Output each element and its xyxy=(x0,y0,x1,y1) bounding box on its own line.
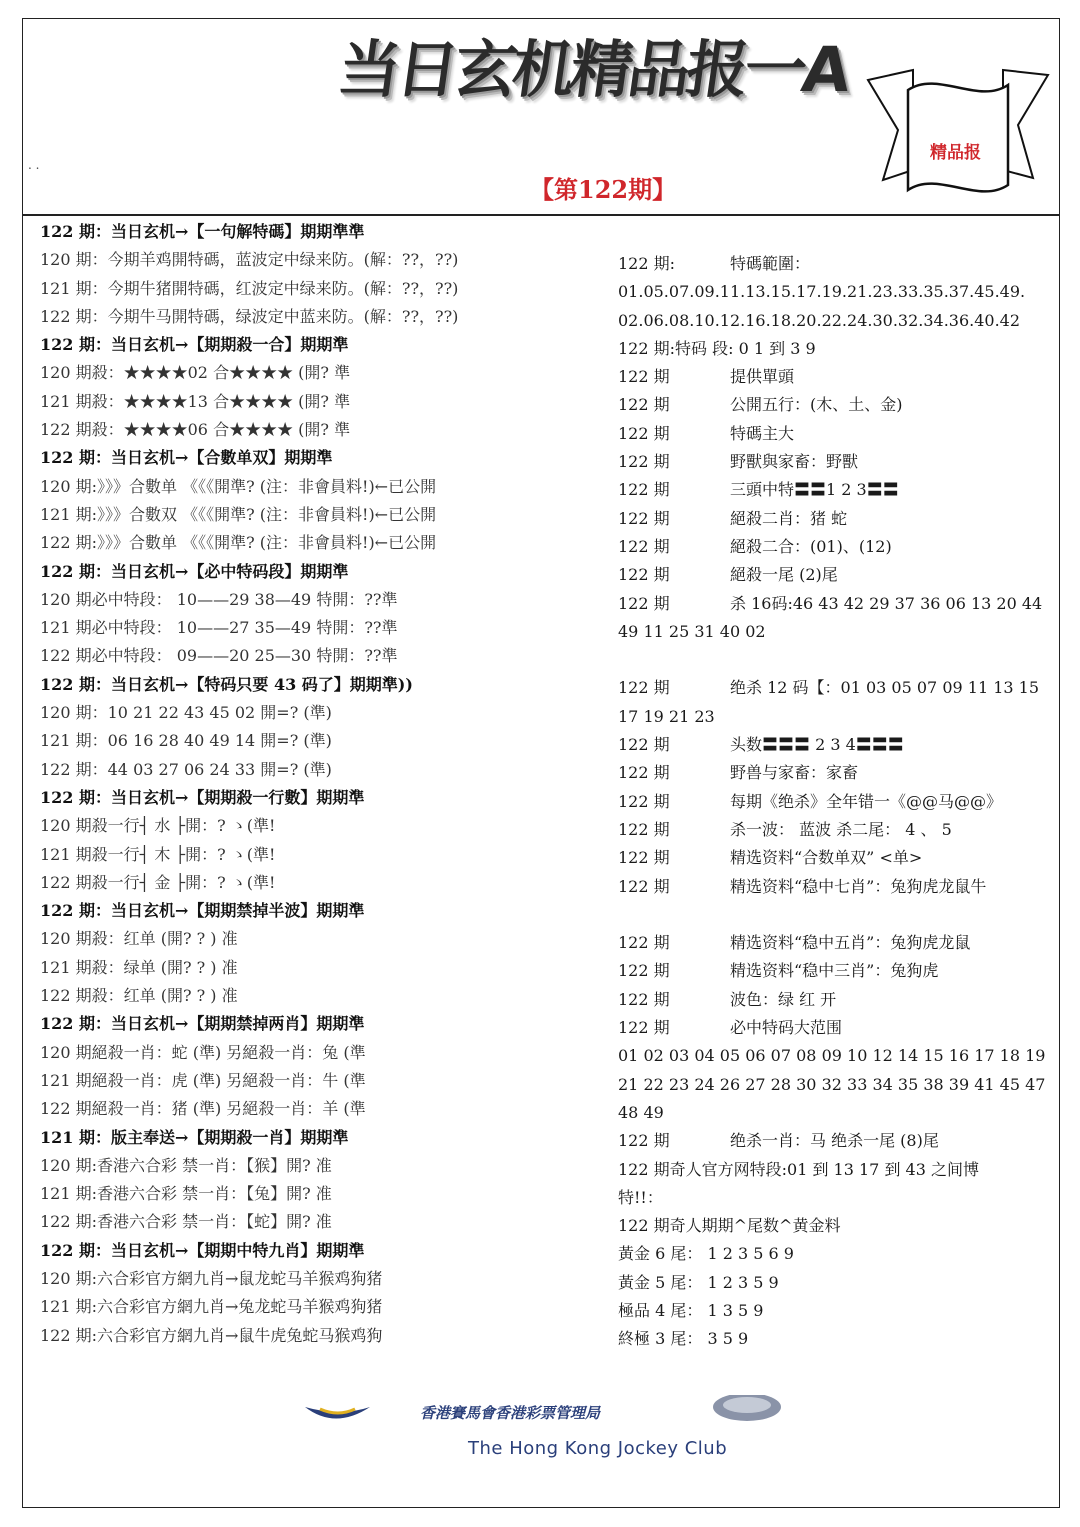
info-row-value: 绝杀一肖：马 绝杀一尾 (8)尾 xyxy=(730,1131,939,1151)
info-row-value: 杀 16码:46 43 42 29 37 36 06 13 20 44 xyxy=(730,593,1043,613)
info-row-label: 122 期 xyxy=(618,508,670,528)
info-row-label: 122 期 xyxy=(618,961,670,981)
list-item: 120 期:》》》合數单 《《《開準? (注：非會員料!)←已公開 xyxy=(40,476,437,496)
info-line: 01 02 03 04 05 06 07 08 09 10 12 14 15 16 17 18 19 xyxy=(618,1046,1046,1066)
info-row xyxy=(618,391,1058,419)
left-column xyxy=(40,218,600,1350)
info-row xyxy=(618,448,1058,476)
list-item: 121 期殺一行┤ 木 ├開：? ゝ(準! xyxy=(40,844,276,864)
info-row-label: 122 期 xyxy=(618,536,670,556)
list-item: 121 期:六合彩官方網九肖→兔龙蛇马羊猴鸡狗猪 xyxy=(40,1297,383,1317)
info-line: 17 19 21 23 xyxy=(618,706,715,726)
list-item: 120 期殺：★★★★02 合★★★★ (開? 準 xyxy=(40,363,351,383)
list-item: 121 期殺：★★★★13 合★★★★ (開? 準 xyxy=(40,391,351,411)
list-item: 120 期殺：红单 (開? ? ) 准 xyxy=(40,929,238,949)
list-item: 122 期殺：红单 (開? ? ) 准 xyxy=(40,986,238,1006)
list-item: 121 期絕殺一肖：虎 (準) 另絕殺一肖：牛 (準 xyxy=(40,1070,366,1090)
info-line: 01.05.07.09.11.13.15.17.19.21.23.33.35.37.45.49. xyxy=(618,282,1026,302)
info-row-value: 特碼主大 xyxy=(730,423,795,443)
info-line: 122 期奇人官方网特段:01 到 13 17 到 43 之间博 xyxy=(618,1159,979,1179)
list-item: 121 期殺：绿单 (開? ? ) 准 xyxy=(40,957,238,977)
section-heading: 122 期：当日玄机→【期期殺一合】期期準 xyxy=(40,335,349,355)
footer-english-name: The Hong Kong Jockey Club xyxy=(468,1438,728,1459)
list-item: 120 期殺一行┤ 水 ├開：? ゝ(準! xyxy=(40,816,276,836)
list-item: 122 期絕殺一肖：猪 (準) 另絕殺一肖：羊 (準 xyxy=(40,1099,366,1119)
info-row-value: 特碼範圍： xyxy=(730,254,811,273)
info-row-value: 每期《绝杀》全年错一《@@马@@》 xyxy=(730,791,1003,811)
info-row-value: 三頭中特〓〓1 2 3〓〓 xyxy=(730,480,899,500)
info-row xyxy=(618,476,1058,504)
section-heading: 122 期：当日玄机→【特码只要 43 码了】期期準)) xyxy=(40,674,413,694)
info-row-value: 头数〓〓〓 2 3 4〓〓〓 xyxy=(730,735,904,755)
right-column xyxy=(618,250,1058,1354)
info-row xyxy=(618,590,1058,618)
list-item: 122 期:香港六合彩 禁一肖：【蛇】開? 准 xyxy=(40,1212,332,1232)
info-line: 122 期:特码 段: 0 1 到 3 9 xyxy=(618,338,816,358)
info-row xyxy=(618,505,1058,533)
section-heading: 122 期：当日玄机→【一句解特碼】期期準準 xyxy=(40,222,365,241)
list-item: 120 期:香港六合彩 禁一肖：【猴】開? 准 xyxy=(40,1155,332,1175)
info-row-label: 122 期 xyxy=(618,1018,670,1038)
info-row xyxy=(618,533,1058,561)
info-row xyxy=(618,363,1058,391)
ribbon-label: 精品报 xyxy=(930,143,981,163)
info-row-label: 122 期 xyxy=(618,989,670,1009)
section-heading: 122 期：当日玄机→【期期中特九肖】期期準 xyxy=(40,1240,365,1260)
info-row xyxy=(618,816,1058,844)
info-row-label: 122 期 xyxy=(618,452,670,472)
info-row-label: 122 期 xyxy=(618,819,670,839)
list-item: 121 期必中特段： 10——27 35—49 特開：??準 xyxy=(40,618,398,638)
list-item: 121 期：今期牛猪開特碼，红波定中绿来防。(解：??，??) xyxy=(40,278,459,298)
info-row-label: 122 期 xyxy=(618,933,670,953)
info-row-label: 122 期 xyxy=(618,763,670,783)
info-row xyxy=(618,674,1058,702)
info-row-value: 絕殺一尾 (2)尾 xyxy=(730,565,838,585)
list-item: 121 期:》》》合數双 《《《開準? (注：非會員料!)←已公開 xyxy=(40,504,437,524)
info-row-value: 精选资料“稳中三肖”：兔狗虎 xyxy=(730,961,939,981)
info-row-value: 杀一波： 蓝波 杀二尾： 4 、 5 xyxy=(730,819,952,839)
info-line: 終極 3 尾： 3 5 9 xyxy=(618,1329,749,1349)
info-line: 122 期奇人期期^尾数^黄金料 xyxy=(618,1216,841,1236)
info-line: 黃金 5 尾： 1 2 3 5 9 xyxy=(618,1272,779,1292)
list-item: 121 期:香港六合彩 禁一肖：【兔】開? 准 xyxy=(40,1184,332,1204)
info-row-value: 波色：绿 红 开 xyxy=(730,989,837,1009)
list-item: 120 期：今期羊鸡開特碼，蓝波定中绿来防。(解：??，??) xyxy=(40,250,459,270)
info-row-label: 122 期 xyxy=(618,848,670,868)
info-row-value: 野兽与家畜：家畜 xyxy=(730,763,859,783)
info-row-value: 绝杀 12 码【：01 03 05 07 09 11 13 15 xyxy=(730,678,1040,698)
info-row xyxy=(618,844,1058,872)
issue-number: 【第122期】 xyxy=(530,175,677,204)
info-row-value: 絕殺二合：(01)、(12) xyxy=(730,536,892,556)
info-row-label: 122 期 xyxy=(618,395,670,415)
info-line: 極品 4 尾： 1 3 5 9 xyxy=(618,1300,764,1320)
info-line: 02.06.08.10.12.16.18.20.22.24.30.32.34.36.40.42 xyxy=(618,310,1021,330)
info-row xyxy=(618,788,1058,816)
header-dots: . . xyxy=(28,158,40,172)
info-row-label: 122 期: xyxy=(618,254,676,273)
info-row-value: 精选资料“合数单双” <单> xyxy=(730,848,923,868)
info-line: 特!!： xyxy=(618,1187,663,1207)
info-row xyxy=(618,420,1058,448)
info-row-value: 必中特码大范围 xyxy=(730,1018,843,1038)
info-row xyxy=(618,957,1058,985)
info-row-label: 122 期 xyxy=(618,791,670,811)
info-row-label: 122 期 xyxy=(618,367,670,387)
info-line: 21 22 23 24 26 27 28 30 32 33 34 35 38 39 41 45 47 xyxy=(618,1074,1046,1094)
info-row xyxy=(618,759,1058,787)
section-heading: 122 期：当日玄机→【合數单双】期期準 xyxy=(40,448,333,468)
section-heading: 122 期：当日玄机→【期期殺一行數】期期準 xyxy=(40,787,365,807)
info-row xyxy=(618,929,1058,957)
info-row-value: 公開五行：(木、土、金) xyxy=(730,395,903,415)
info-line xyxy=(618,901,1058,929)
info-row-label: 122 期 xyxy=(618,593,670,613)
page-title: 当日玄机精品报一A xyxy=(333,33,852,106)
info-line: 黃金 6 尾： 1 2 3 5 6 9 xyxy=(618,1244,794,1264)
list-item: 120 期必中特段： 10——29 38—49 特開：??準 xyxy=(40,589,398,609)
section-heading: 121 期：版主奉送→【期期殺一肖】期期準 xyxy=(40,1127,349,1147)
info-line xyxy=(618,646,1058,674)
info-row xyxy=(618,731,1058,759)
list-item: 120 期:六合彩官方網九肖→鼠龙蛇马羊猴鸡狗猪 xyxy=(40,1268,383,1288)
section-heading: 122 期：当日玄机→【必中特码段】期期準 xyxy=(40,561,349,581)
info-row-label: 122 期 xyxy=(618,480,670,500)
info-row-label: 122 期 xyxy=(618,1131,670,1151)
section-heading: 122 期：当日玄机→【期期禁掉半波】期期準 xyxy=(40,901,365,921)
section-heading: 122 期：当日玄机→【期期禁掉两肖】期期準 xyxy=(40,1014,365,1034)
info-row-value: 精选资料“稳中五肖”：兔狗虎龙鼠 xyxy=(730,933,971,953)
info-row-label: 122 期 xyxy=(618,678,670,698)
info-line: 48 49 xyxy=(618,1102,664,1122)
info-row xyxy=(618,561,1058,589)
ribbon-icon xyxy=(858,60,1058,210)
info-row-value: 絕殺二肖：猪 蛇 xyxy=(730,508,848,528)
list-item: 120 期絕殺一肖：蛇 (準) 另絕殺一肖：兔 (準 xyxy=(40,1042,366,1062)
info-line: 49 11 25 31 40 02 xyxy=(618,621,766,641)
info-row xyxy=(618,986,1058,1014)
footer-chinese-name: 香港賽馬會香港彩票管理局 xyxy=(420,1404,601,1422)
info-row-label: 122 期 xyxy=(618,423,670,443)
list-item: 122 期必中特段： 09——20 25—30 特開：??準 xyxy=(40,646,398,666)
info-row-value: 野獸與家畜：野獸 xyxy=(730,452,859,472)
list-item: 122 期殺：★★★★06 合★★★★ (開? 準 xyxy=(40,420,351,440)
list-item: 122 期：44 03 27 06 24 33 開=? (準) xyxy=(40,759,332,779)
list-item: 121 期：06 16 28 40 49 14 開=? (準) xyxy=(40,731,332,751)
info-row xyxy=(618,250,1058,278)
list-item: 122 期殺一行┤ 金 ├開：? ゝ(準! xyxy=(40,872,276,892)
list-item: 122 期:六合彩官方網九肖→鼠牛虎兔蛇马猴鸡狗 xyxy=(40,1325,383,1345)
info-row-label: 122 期 xyxy=(618,876,670,896)
list-item: 122 期:》》》合數单 《《《開準? (注：非會員料!)←已公開 xyxy=(40,533,437,553)
info-row-label: 122 期 xyxy=(618,735,670,755)
info-row xyxy=(618,1127,1058,1155)
info-row-value: 精选资料“稳中七肖”：兔狗虎龙鼠牛 xyxy=(730,876,987,896)
info-row xyxy=(618,873,1058,901)
info-row-value: 提供單頭 xyxy=(730,367,795,387)
info-row xyxy=(618,1014,1058,1042)
info-row-label: 122 期 xyxy=(618,565,670,585)
list-item: 122 期：今期牛马開特碼，绿波定中蓝来防。(解：??，??) xyxy=(40,306,459,326)
list-item: 120 期：10 21 22 43 45 02 開=? (準) xyxy=(40,703,332,723)
